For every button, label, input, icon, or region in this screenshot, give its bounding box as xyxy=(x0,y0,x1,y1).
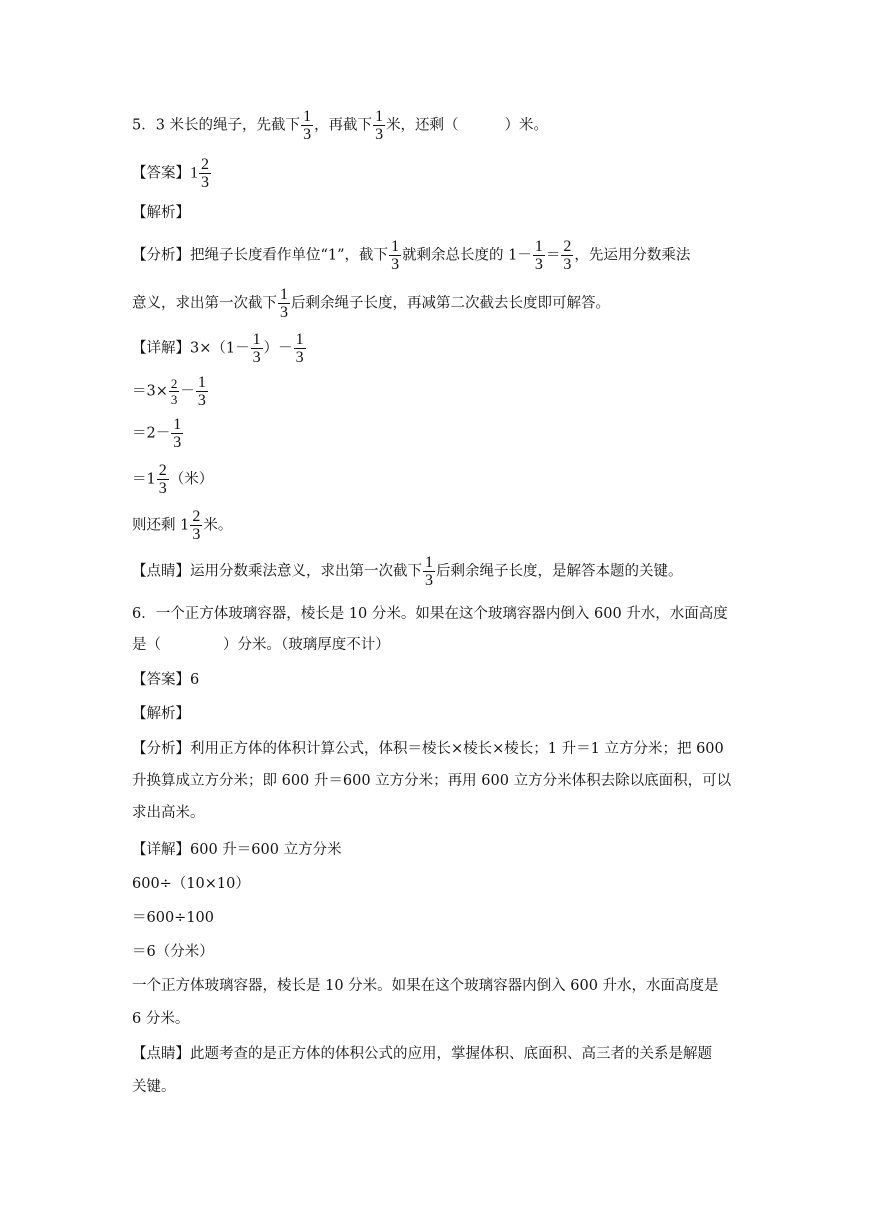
fraction: $\frac{2}{3}$ xyxy=(158,462,167,497)
q6-detail-line3: ＝600÷100 xyxy=(132,910,215,926)
fraction: $\frac{2}{3}$ xyxy=(201,156,209,191)
q5-stem-text: ，再截下 xyxy=(314,117,373,134)
q6-analysis-label: 【解析】 xyxy=(132,706,190,722)
q6-fenxi-line3: 求出高米。 xyxy=(132,805,205,821)
fraction: $\frac{2}{3}$ xyxy=(192,508,201,543)
q6-fenxi-line1: 【分析】利用正方体的体积计算公式，体积＝棱长×棱长×棱长；1 升＝1 立方分米；把 600 xyxy=(132,741,724,757)
q6-restate-line2: 6 分米。 xyxy=(132,1011,190,1027)
q5-stem-text: 5．3 米长的绳子，先截下 xyxy=(132,117,301,134)
fraction: $\frac{1}{3}$ xyxy=(303,108,312,143)
q6-answer: 【答案】6 xyxy=(132,672,200,688)
q5-detail-line3: ＝2－ $\frac{1}{3}$ xyxy=(132,416,182,451)
q6-detail-line4: ＝6（分米） xyxy=(132,944,214,960)
fraction: $\frac{1}{3}$ xyxy=(295,331,304,366)
fraction: $\frac{1}{3}$ xyxy=(391,238,400,273)
q6-tip-line1: 【点睛】此题考查的是正方体的体积公式的应用，掌握体积、底面积、高三者的关系是解题 xyxy=(132,1046,712,1062)
q5-analysis-label: 【解析】 xyxy=(132,205,190,221)
q5-stem-text: ）米。 xyxy=(504,117,549,134)
q5-answer: 【答案】1 $\frac{2}{3}$ xyxy=(132,156,209,191)
fraction: $\frac{1}{3}$ xyxy=(534,238,543,273)
fraction: $\frac{1}{3}$ xyxy=(173,416,182,451)
q5-fenxi-line1: 【分析】把绳子长度看作单位“1”，截下 $\frac{1}{3}$ 就剩余总长度的 1－ $\frac{1}{3}$ ＝ $\frac{2}{3}$ ，先运用分数乘法 xyxy=(132,238,691,273)
q5-stem-text: 米，还剩（ xyxy=(386,117,459,134)
q6-fenxi-line2: 升换算成立方分米；即 600 升＝600 立方分米；再用 600 立方分米体积去除以底面积，可以 xyxy=(132,773,732,789)
q5-detail-line1: 【详解】3×（1－ $\frac{1}{3}$ ）－ $\frac{1}{3}$ xyxy=(132,331,304,366)
q6-detail-line1: 【详解】600 升＝600 立方分米 xyxy=(132,842,342,858)
q5-detail-line5: 则还剩 1 $\frac{2}{3}$ 米。 xyxy=(132,508,233,543)
q6-tip-line2: 关键。 xyxy=(132,1079,176,1095)
answer-label: 【答案】 xyxy=(132,165,190,182)
q6-stem-line1: 6．一个正方体玻璃容器，棱长是 10 分米。如果在这个玻璃容器内倒入 600 升水，水面高度 xyxy=(132,606,728,622)
q5-detail-line4: ＝1 $\frac{2}{3}$ （米） xyxy=(132,462,214,497)
q6-restate-line1: 一个正方体玻璃容器，棱长是 10 分米。如果在这个玻璃容器内倒入 600 升水，水面高度是 xyxy=(132,978,719,994)
fraction: $\frac{1}{3}$ xyxy=(280,286,288,321)
fraction: $\frac{1}{3}$ xyxy=(425,554,433,589)
q5-stem xyxy=(132,108,548,143)
fraction: $\frac{2}{3}$ xyxy=(170,376,178,407)
q6-detail-line2: 600÷（10×10） xyxy=(132,876,250,892)
q5-detail-line2: ＝3× $\frac{2}{3}$ － $\frac{1}{3}$ xyxy=(132,374,206,409)
fraction: $\frac{1}{3}$ xyxy=(197,374,206,409)
fraction: $\frac{1}{3}$ xyxy=(375,108,384,143)
q6-stem-line2: 是（ ）分米。（玻璃厚度不计） xyxy=(132,637,390,653)
fraction: $\frac{1}{3}$ xyxy=(252,331,261,366)
q5-tip: 【点睛】运用分数乘法意义，求出第一次截下 $\frac{1}{3}$ 后剩余绳子长度，是解答本题的关键。 xyxy=(132,554,683,589)
q5-fenxi-line2: 意义，求出第一次截下 $\frac{1}{3}$ 后剩余绳子长度，再减第二次截去长度即可解答。 xyxy=(132,286,610,321)
fraction: $\frac{2}{3}$ xyxy=(563,238,572,273)
